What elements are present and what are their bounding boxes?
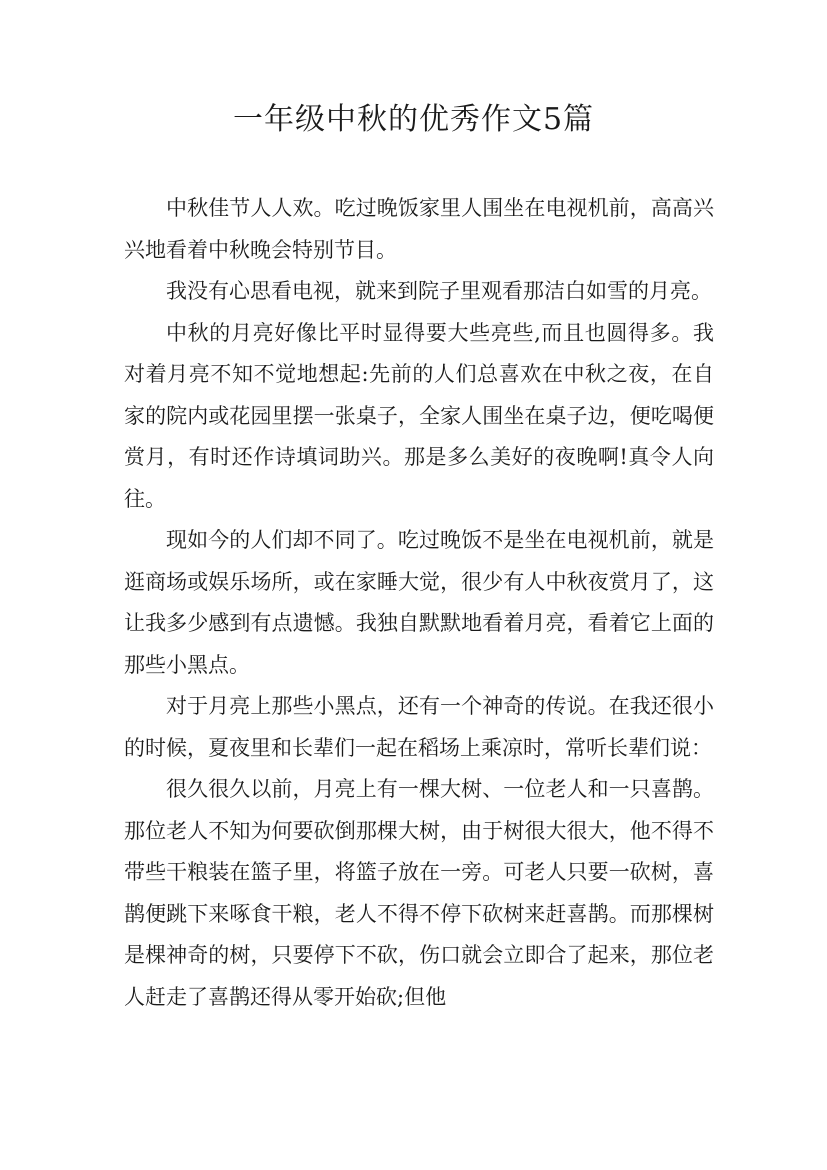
paragraph: 我没有心思看电视，就来到院子里观看那洁白如雪的月亮。 [166, 279, 712, 303]
paragraph: 很久很久以前，月亮上有一棵大树、一位老人和一只喜鹊。那位老人不知为何要砍倒那棵大树，由于树很大很大，他不得不带些干粮装在篮子里，将篮子放在一旁。可老人只要一砍树，喜鹊便跳下来啄食干粮，老人不得不停下砍树来赶喜鹊。而那棵树是棵神奇的树，只要停下不砍，伤口就会立即合了起来，那位老人赶走了喜鹊还得从零开始砍;但他 [124, 777, 714, 1009]
paragraph: 中秋佳节人人欢。吃过晚饭家里人围坐在电视机前，高高兴兴地看着中秋晚会特别节目。 [124, 196, 714, 262]
paragraph: 对于月亮上那些小黑点，还有一个神奇的传说。在我还很小的时候，夏夜里和长辈们一起在稻场上乘凉时，常听长辈们说： [124, 694, 714, 760]
paragraph: 中秋的月亮好像比平时显得要大些亮些,而且也圆得多。我对着月亮不知不觉地想起:先前的人们总喜欢在中秋之夜，在自家的院内或花园里摆一张桌子，全家人围坐在桌子边，便吃喝便赏月，有时还作诗填词助兴。那是多么美好的夜晚啊!真令人向往。 [124, 320, 714, 511]
paragraph: 现如今的人们却不同了。吃过晚饭不是坐在电视机前，就是逛商场或娱乐场所，或在家睡大觉，很少有人中秋夜赏月了，这让我多少感到有点遗憾。我独自默默地看着月亮，看着它上面的那些小黑点。 [124, 528, 714, 677]
document-body [124, 188, 714, 1018]
document-title: 一年级中秋的优秀作文5篇 [232, 102, 595, 137]
